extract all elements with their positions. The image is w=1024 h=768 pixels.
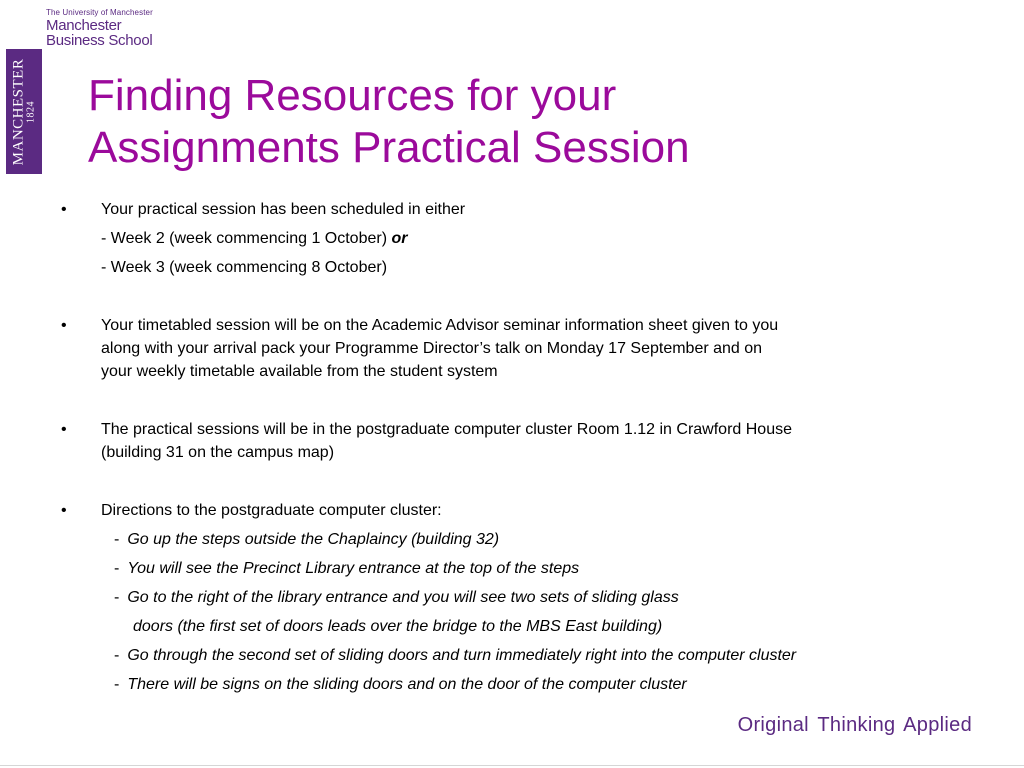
bullet-continuation	[0, 337, 1024, 360]
bullet-item	[0, 198, 1024, 227]
bullet-marker: •	[61, 421, 67, 438]
title-line-1: Finding Resources for your	[88, 71, 617, 120]
footer-divider	[0, 765, 1024, 766]
logo-line-business-school: Business School	[46, 32, 153, 49]
bullet-text: your weekly timetable available from the student system	[101, 363, 498, 380]
bullet-item	[0, 418, 1024, 441]
bullet-item	[0, 314, 1024, 337]
step-dash: -	[114, 589, 120, 606]
step-dash: -	[114, 531, 120, 548]
university-logo	[46, 8, 153, 48]
bullet-continuation	[0, 441, 1024, 470]
sub-item-text: - Week 2 (week commencing 1 October)	[101, 230, 392, 247]
direction-step-continuation	[0, 615, 1024, 644]
direction-step	[0, 528, 1024, 557]
bullet-marker: •	[61, 502, 67, 519]
bullet-text: Your practical session has been scheduled in either	[101, 201, 466, 218]
bullet-text: Directions to the postgraduate computer cluster:	[101, 502, 442, 519]
manchester-badge	[6, 49, 42, 174]
bullet-item	[0, 499, 1024, 528]
logo-line-university: The University of Manchester	[46, 8, 153, 17]
step-text: Go up the steps outside the Chaplaincy (building 32)	[127, 531, 500, 548]
logo-line-manchester: Manchester	[46, 17, 122, 34]
bullet-text: (building 31 on the campus map)	[101, 444, 335, 461]
step-text: Go to the right of the library entrance and you will see two sets of sliding glass	[127, 589, 679, 606]
bullet-marker: •	[61, 317, 67, 334]
sub-item-text: - Week 3 (week commencing 8 October)	[101, 259, 388, 276]
step-text: Go through the second set of sliding doors and turn immediately right into the computer cluster	[127, 647, 797, 664]
sub-item	[0, 227, 1024, 256]
bullet-continuation	[0, 360, 1024, 389]
sub-item-emphasis: or	[391, 230, 408, 247]
step-dash: -	[114, 647, 120, 664]
slide-title	[88, 70, 690, 174]
direction-step	[0, 673, 1024, 702]
title-line-2: Assignments Practical Session	[88, 123, 690, 172]
bullet-text: The practical sessions will be in the postgraduate computer cluster Room 1.12 in Crawford House	[101, 421, 792, 438]
slide-body	[0, 198, 1024, 702]
badge-name: MANCHESTER	[10, 58, 27, 165]
direction-step	[0, 644, 1024, 673]
step-text: You will see the Precinct Library entrance at the top of the steps	[127, 560, 580, 577]
sub-item	[0, 256, 1024, 285]
bullet-text: along with your arrival pack your Programme Director’s talk on Monday 17 September and on	[101, 340, 763, 357]
step-text: There will be signs on the sliding doors and on the door of the computer cluster	[127, 676, 687, 693]
step-dash: -	[114, 560, 120, 577]
badge-year: 1824	[25, 100, 37, 123]
bullet-text: Your timetabled session will be on the Academic Advisor seminar information sheet given to you	[101, 317, 779, 334]
step-dash: -	[114, 676, 120, 693]
direction-step	[0, 586, 1024, 615]
tagline: Original Thinking Applied	[737, 714, 972, 736]
step-text: doors (the first set of doors leads over the bridge to the MBS East building)	[133, 618, 663, 635]
bullet-marker: •	[61, 201, 67, 218]
direction-step	[0, 557, 1024, 586]
